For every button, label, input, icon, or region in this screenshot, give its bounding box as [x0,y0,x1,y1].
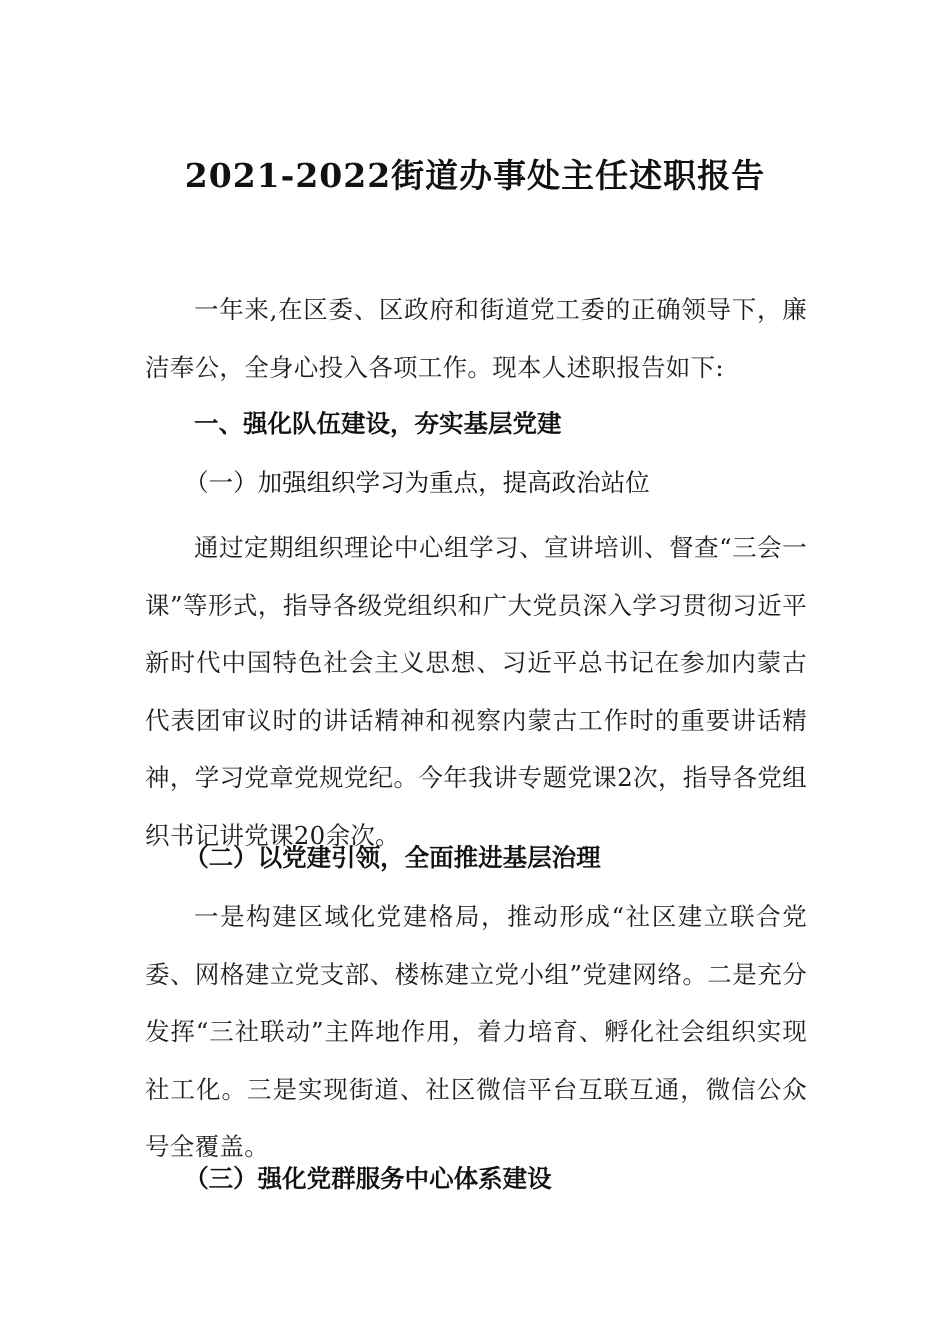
subsection-heading-3: （三）强化党群服务中心体系建设 [184,1164,552,1193]
subsection-heading-2: （二）以党建引领，全面推进基层治理 [184,843,601,872]
section-heading-1: 一、强化队伍建设，夯实基层党建 [194,409,562,438]
subsection-paragraph-1: 通过定期组织理论中心组学习、宣讲培训、督查“三会一课”等形式，指导各级党组织和广大党员深入学习贯彻习近平新时代中国特色社会主义思想、习近平总书记在参加内蒙古代表团审议时的讲话精神和视察内蒙古工作时的重要讲话精神，学习党章党规党纪。今年我讲专题党课2次，指导各党组织书记讲党课20余次。 [145,533,807,850]
document-title: 2021-2022街道办事处主任述职报告 [184,156,766,195]
subsection-paragraph-2: 一是构建区域化党建格局，推动形成“社区建立联合党委、网格建立党支部、楼栋建立党小组”党建网络。二是充分发挥“三社联动”主阵地作用，着力培育、孵化社会组织实现社工化。三是实现街道、社区微信平台互联互通，微信公众号全覆盖。 [145,902,807,1161]
intro-paragraph: 一年来,在区委、区政府和街道党工委的正确领导下，廉洁奉公，全身心投入各项工作。现本人述职报告如下: [145,295,807,382]
subsection-heading-1: （一）加强组织学习为重点，提高政治站位 [184,468,650,497]
